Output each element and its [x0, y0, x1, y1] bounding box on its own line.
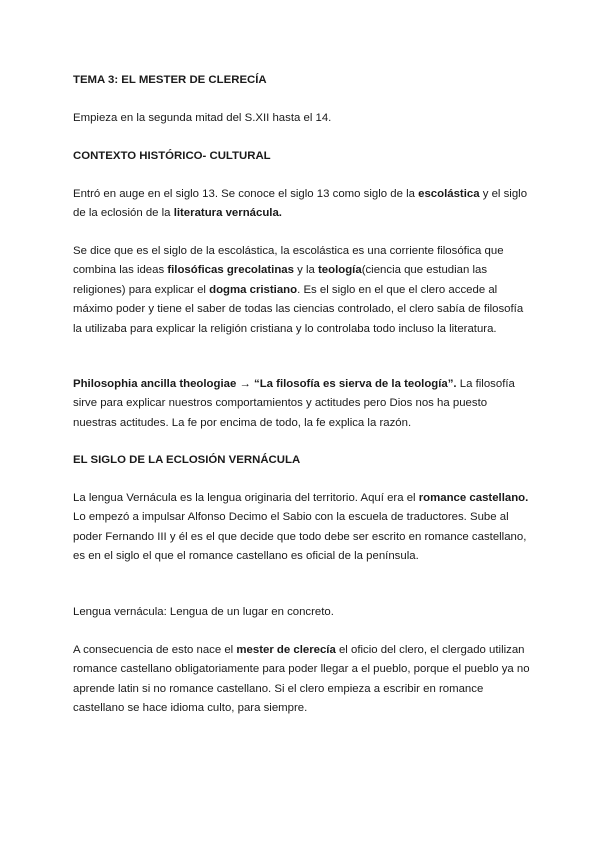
text-run: Se dice que es el siglo de la escolástica, la escolástica es una corriente filosófica que combina las ideas: [73, 245, 504, 277]
paragraph-auge: [73, 185, 533, 224]
text-run: . Es el siglo en el que el clero accede al máximo poder y tiene el saber de todas las ciencias controlado, el clero sabía de filosofía la utilizaba para explicar la religión cristiana y lo controlaba todo incluso la literatura.: [73, 283, 524, 335]
text-run: y la: [293, 264, 319, 277]
text-run: el oficio del clero, el clergado utilizan romance castellano obligatoriamente para poder llegar a el pueblo, porque el pueblo ya no aprende latin si no romance castellano. Si el clero empieza a escribir en romance castellano se hace idioma culto, para siempre.: [73, 644, 530, 715]
bold-term: dogma cristiano: [209, 283, 298, 296]
section-heading-vernacula: EL SIGLO DE LA ECLOSIÓN VERNÁCULA: [73, 454, 301, 466]
bold-term: literatura vernácula.: [173, 207, 282, 220]
paragraph-definicion: Lengua vernácula: Lengua de un lugar en concreto.: [73, 606, 334, 618]
arrow-glyph: →: [236, 378, 255, 390]
text-run: La filosofía sirve para explicar nuestros comportamientos y actitudes pero Dios nos ha puesto nuestras actitudes. La fe por encima de todo, la fe explica la razón.: [73, 378, 515, 429]
text-run: La lengua Vernácula es la lengua originaria del territorio. Aquí era el: [73, 492, 419, 504]
text-run: Lo empezó a impulsar Alfonso Decimo el Sabio con la escuela de traductores. Sube al poder Fernando III y él es el que decide que todo debe ser escrito en romance castellano, es en el siglo el que el romance castellano es oficial de la península.: [73, 511, 527, 563]
text-run: A consecuencia de esto nace el: [73, 644, 237, 656]
paragraph-escolastica: [73, 242, 533, 339]
paragraph-lengua-vernacula: [73, 489, 533, 567]
intro-paragraph: Empieza en la segunda mitad del S.XII hasta el 14.: [73, 112, 332, 124]
section-heading-context: CONTEXTO HISTÓRICO- CULTURAL: [73, 150, 271, 162]
text-run: y el siglo de la eclosión de la: [73, 188, 528, 220]
paragraph-mester: [73, 641, 533, 719]
bold-term: escolástica: [418, 188, 480, 200]
bold-term: “La filosofía es sierva de la teología”.: [254, 378, 457, 390]
text-run: Entró en auge en el siglo 13. Se conoce el siglo 13 como siglo de la: [73, 188, 419, 200]
bold-term: romance castellano.: [418, 492, 529, 504]
paragraph-philosophia: [73, 375, 533, 433]
bold-term: filosóficas grecolatinas: [167, 264, 294, 277]
bold-term: Philosophia ancilla theologiae: [73, 378, 237, 390]
bold-term: mester de clerecía: [236, 644, 336, 656]
bold-term: teología: [318, 264, 362, 277]
text-run: (ciencia que estudian las religiones) para explicar el: [73, 264, 488, 296]
document-title: TEMA 3: EL MESTER DE CLERECÍA: [73, 74, 267, 86]
